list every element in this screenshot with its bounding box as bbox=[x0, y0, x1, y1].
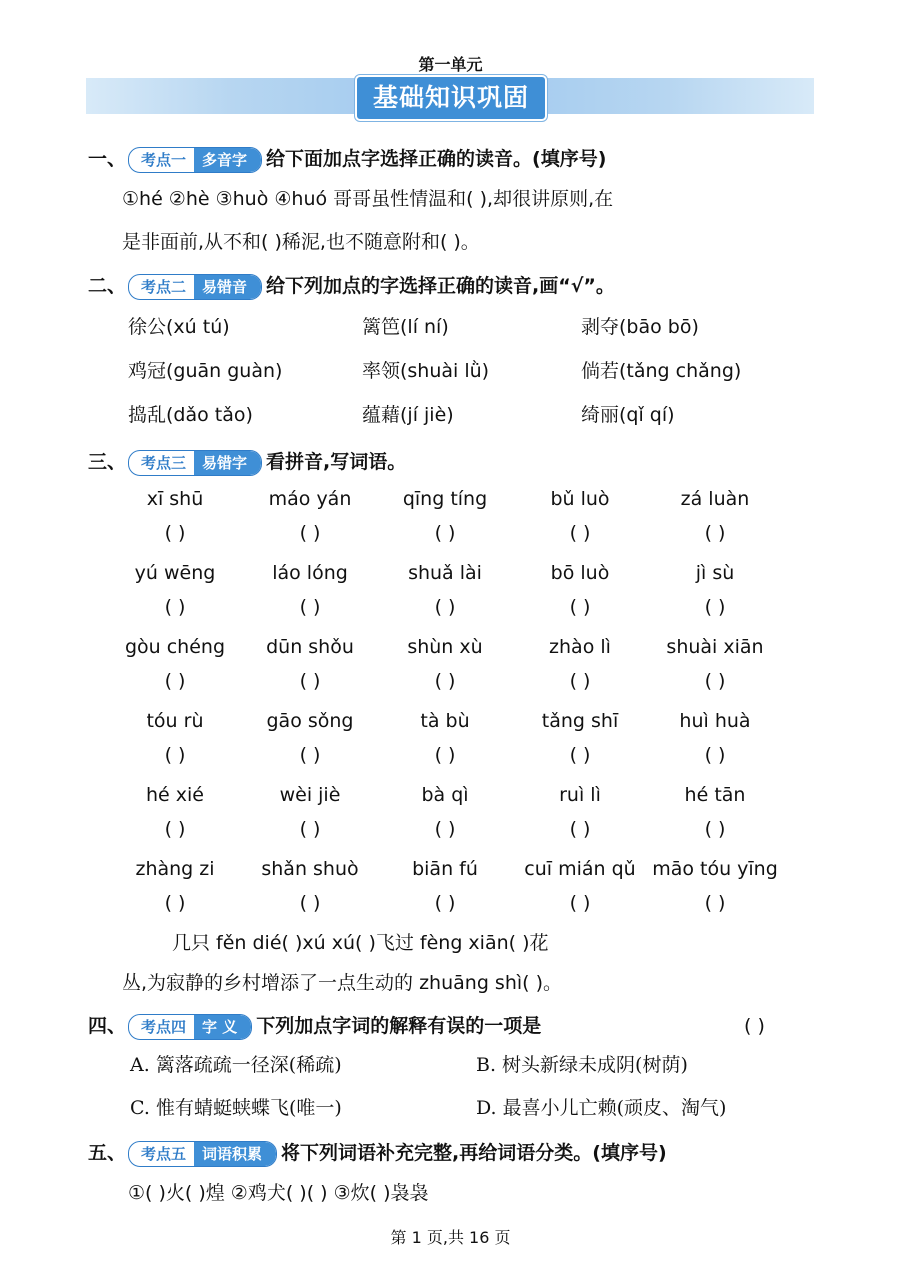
answer-parentheses[interactable]: ( ) bbox=[744, 1015, 765, 1037]
answer-blank[interactable]: ( ) bbox=[434, 670, 456, 692]
pinyin-prompt: bō luò bbox=[550, 562, 610, 584]
question-number: 三、 bbox=[88, 451, 127, 473]
answer-blank[interactable]: ( ) bbox=[569, 596, 591, 618]
answer-blank[interactable]: ( ) bbox=[434, 892, 456, 914]
answer-blank[interactable]: ( ) bbox=[704, 744, 726, 766]
question-2-header bbox=[88, 272, 615, 300]
pinyin-prompt: cuī mián qǔ bbox=[524, 858, 636, 880]
word-choice-item: 徐公(xú tú) bbox=[128, 316, 230, 338]
answer-blank[interactable]: ( ) bbox=[569, 670, 591, 692]
pinyin-prompt: bà qì bbox=[421, 784, 469, 806]
answer-blank[interactable]: ( ) bbox=[704, 670, 726, 692]
pinyin-prompt: gòu chéng bbox=[124, 636, 226, 658]
pinyin-prompt: wèi jiè bbox=[279, 784, 341, 806]
pinyin-prompt: shùn xù bbox=[407, 636, 483, 658]
question-number: 二、 bbox=[88, 275, 127, 297]
answer-blank[interactable]: ( ) bbox=[164, 818, 186, 840]
question-instruction: 给下面加点字选择正确的读音。(填序号) bbox=[266, 148, 607, 170]
answer-blank[interactable]: ( ) bbox=[434, 596, 456, 618]
pinyin-prompt: hé xié bbox=[146, 784, 204, 806]
pinyin-prompt: jì sù bbox=[695, 562, 735, 584]
question-1-line-2: 是非面前,从不和( )稀泥,也不随意附和( )。 bbox=[122, 231, 480, 253]
question-5-line: ①( )火( )煌 ②鸡犬( )( ) ③炊( )袅袅 bbox=[128, 1182, 429, 1204]
question-number: 四、 bbox=[88, 1015, 127, 1037]
question-5-header bbox=[88, 1139, 667, 1167]
question-1-header bbox=[88, 145, 606, 173]
question-number: 一、 bbox=[88, 148, 127, 170]
word-choice-item: 倘若(tǎng chǎng) bbox=[581, 360, 742, 382]
pinyin-prompt: biān fú bbox=[412, 858, 478, 880]
word-choice-item: 剥夺(bāo bō) bbox=[581, 316, 699, 338]
pinyin-prompt: ruì lì bbox=[559, 784, 601, 806]
answer-blank[interactable]: ( ) bbox=[164, 596, 186, 618]
word-choice-item: 率领(shuài lǜ) bbox=[362, 360, 490, 382]
answer-blank[interactable]: ( ) bbox=[299, 670, 321, 692]
section-banner-title: 基础知识巩固 bbox=[355, 75, 547, 121]
question-instruction: 下列加点字词的解释有误的一项是 bbox=[256, 1015, 542, 1037]
question-1-line-1: ①hé ②hè ③huò ④huó 哥哥虽性情温和( ),却很讲原则,在 bbox=[122, 188, 614, 210]
option-a[interactable]: A. 篱落疏疏一径深(稀疏) bbox=[130, 1054, 342, 1076]
answer-blank[interactable]: ( ) bbox=[569, 522, 591, 544]
answer-blank[interactable]: ( ) bbox=[434, 818, 456, 840]
unit-title: 第一单元 bbox=[418, 55, 483, 74]
question-number: 五、 bbox=[88, 1142, 127, 1164]
knowledge-point-badge: 考点二 易错音 bbox=[128, 274, 262, 300]
pinyin-prompt: qīng tíng bbox=[402, 488, 488, 510]
answer-blank[interactable]: ( ) bbox=[299, 596, 321, 618]
pinyin-prompt: hé tān bbox=[684, 784, 746, 806]
answer-blank[interactable]: ( ) bbox=[704, 892, 726, 914]
pinyin-prompt: zhàng zi bbox=[135, 858, 215, 880]
option-b[interactable]: B. 树头新绿未成阴(树荫) bbox=[476, 1054, 688, 1076]
pinyin-prompt: xī shū bbox=[146, 488, 204, 510]
pinyin-prompt: māo tóu yīng bbox=[652, 858, 778, 880]
word-choice-item: 绮丽(qǐ qí) bbox=[581, 404, 675, 426]
pinyin-prompt: bǔ luò bbox=[550, 488, 610, 510]
pinyin-prompt: zhào lì bbox=[549, 636, 611, 658]
question-3-sentence-1: 几只 fěn dié( )xú xú( )飞过 fèng xiān( )花 bbox=[172, 932, 549, 954]
answer-blank[interactable]: ( ) bbox=[299, 744, 321, 766]
pinyin-prompt: láo lóng bbox=[272, 562, 348, 584]
word-choice-item: 蕴藉(jí jiè) bbox=[362, 404, 454, 426]
pinyin-prompt: gāo sǒng bbox=[266, 710, 354, 732]
answer-blank[interactable]: ( ) bbox=[299, 892, 321, 914]
pinyin-prompt: shǎn shuò bbox=[261, 858, 359, 880]
pinyin-prompt: máo yán bbox=[268, 488, 352, 510]
answer-blank[interactable]: ( ) bbox=[569, 892, 591, 914]
pinyin-prompt: yú wēng bbox=[134, 562, 216, 584]
option-d[interactable]: D. 最喜小儿亡赖(顽皮、淘气) bbox=[476, 1097, 727, 1119]
pinyin-prompt: tóu rù bbox=[146, 710, 204, 732]
question-3-header bbox=[88, 448, 406, 476]
option-c[interactable]: C. 惟有蜻蜓蛱蝶飞(唯一) bbox=[130, 1097, 342, 1119]
pinyin-prompt: zá luàn bbox=[680, 488, 750, 510]
pinyin-prompt: dūn shǒu bbox=[266, 636, 354, 658]
question-instruction: 看拼音,写词语。 bbox=[266, 451, 407, 473]
answer-blank[interactable]: ( ) bbox=[704, 596, 726, 618]
answer-blank[interactable]: ( ) bbox=[164, 670, 186, 692]
answer-blank[interactable]: ( ) bbox=[434, 744, 456, 766]
word-choice-item: 鸡冠(guān guàn) bbox=[128, 360, 283, 382]
answer-blank[interactable]: ( ) bbox=[299, 818, 321, 840]
answer-blank[interactable]: ( ) bbox=[704, 522, 726, 544]
knowledge-point-badge: 考点五 词语积累 bbox=[128, 1141, 277, 1167]
word-choice-item: 捣乱(dǎo tǎo) bbox=[128, 404, 253, 426]
answer-blank[interactable]: ( ) bbox=[299, 522, 321, 544]
answer-blank[interactable]: ( ) bbox=[704, 818, 726, 840]
pinyin-prompt: tà bù bbox=[420, 710, 470, 732]
answer-blank[interactable]: ( ) bbox=[569, 818, 591, 840]
answer-blank[interactable]: ( ) bbox=[164, 522, 186, 544]
knowledge-point-badge: 考点四 字 义 bbox=[128, 1014, 252, 1040]
pinyin-prompt: shuài xiān bbox=[666, 636, 764, 658]
question-instruction: 将下列词语补充完整,再给词语分类。(填序号) bbox=[281, 1142, 667, 1164]
answer-blank[interactable]: ( ) bbox=[434, 522, 456, 544]
answer-blank[interactable]: ( ) bbox=[164, 892, 186, 914]
answer-blank[interactable]: ( ) bbox=[164, 744, 186, 766]
knowledge-point-badge: 考点三 易错字 bbox=[128, 450, 262, 476]
question-4-header bbox=[88, 1012, 541, 1040]
pinyin-prompt: huì huà bbox=[679, 710, 751, 732]
question-instruction: 给下列加点的字选择正确的读音,画“√”。 bbox=[266, 275, 615, 297]
question-3-sentence-2: 丛,为寂静的乡村增添了一点生动的 zhuāng shì( )。 bbox=[122, 972, 563, 994]
word-choice-item: 篱笆(lí ní) bbox=[362, 316, 449, 338]
answer-blank[interactable]: ( ) bbox=[569, 744, 591, 766]
page-footer: 第 1 页,共 16 页 bbox=[390, 1228, 511, 1247]
pinyin-prompt: tǎng shī bbox=[541, 710, 619, 732]
pinyin-prompt: shuǎ lài bbox=[408, 562, 482, 584]
knowledge-point-badge: 考点一 多音字 bbox=[128, 147, 262, 173]
